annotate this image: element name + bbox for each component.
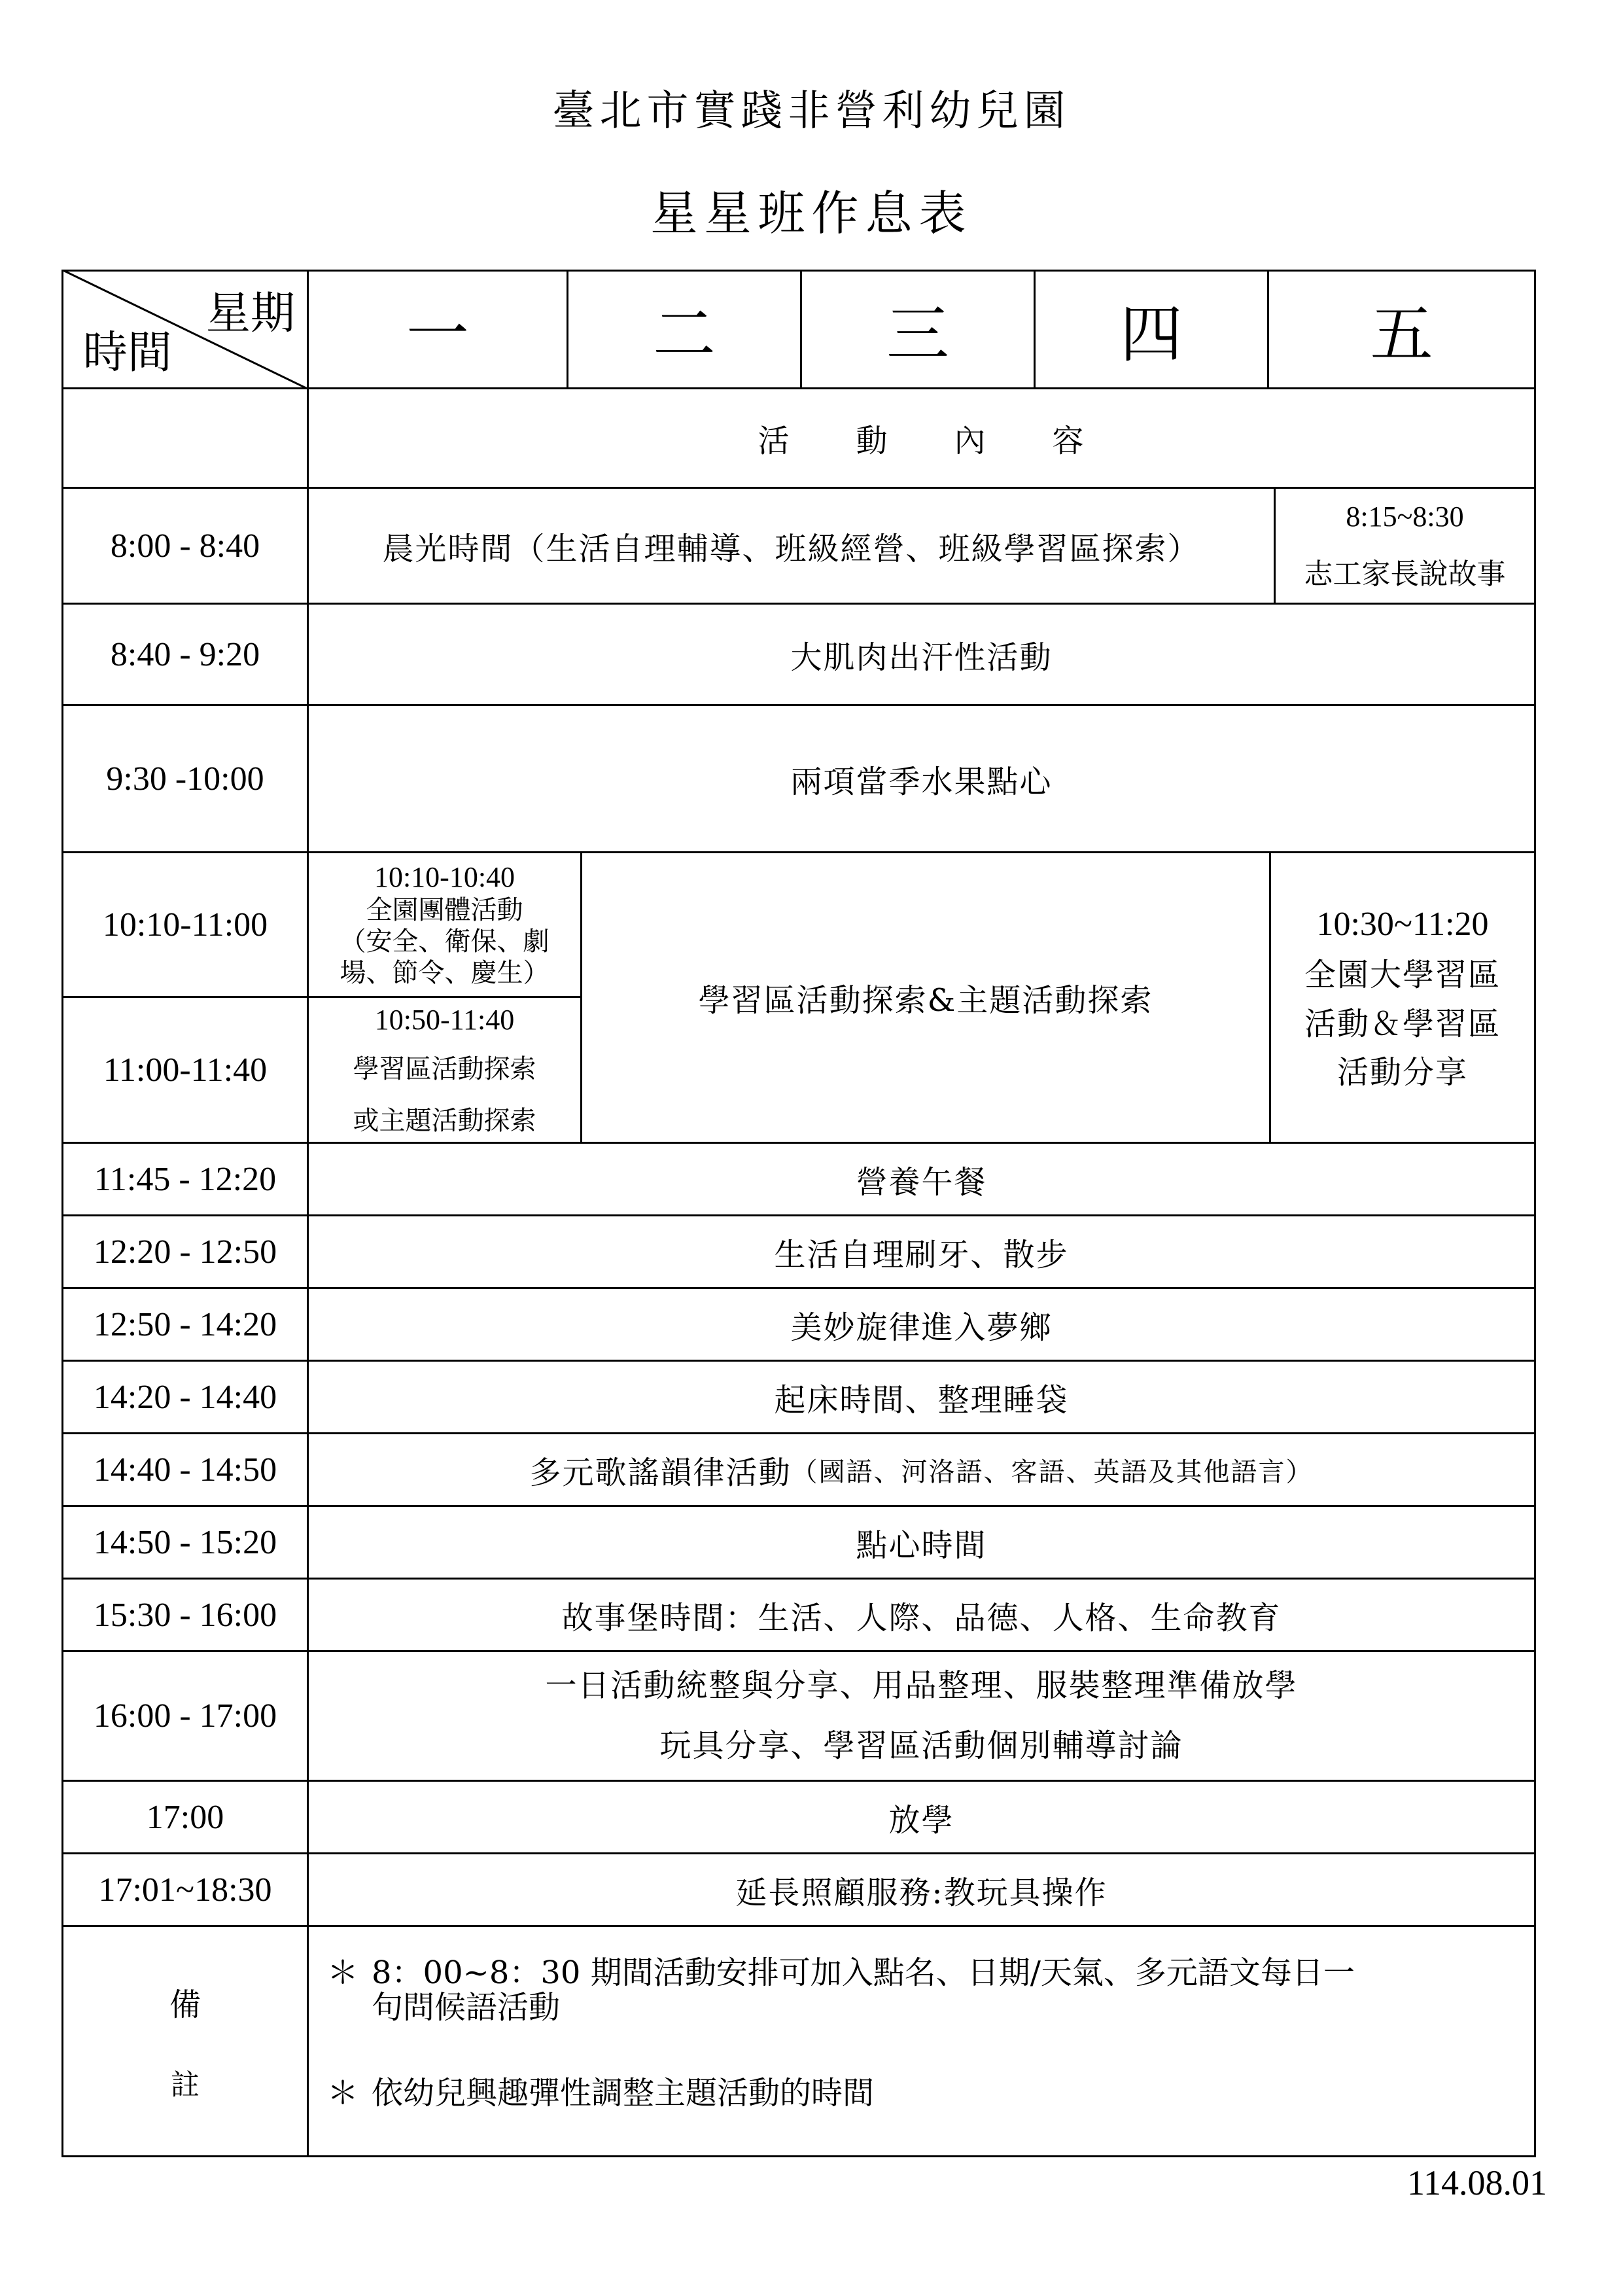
learning-theme-activity-cell: 學習區活動探索&主題活動探索 [580, 851, 1271, 1144]
activity-cell: 生活自理刷牙、散步 [307, 1214, 1536, 1289]
activity-line: 一日活動統整與分享、用品整理、服裝整理準備放學 [545, 1667, 1298, 1704]
day-monday: 一 [307, 270, 568, 389]
group-activity-line: 全園團體活動 [366, 895, 523, 926]
remark-item [327, 1956, 1518, 2025]
time-cell: 14:20 - 14:40 [61, 1360, 309, 1434]
learning-area-line: 或主題活動探索 [353, 1105, 536, 1136]
schedule-title: 星星班作息表 [650, 186, 973, 241]
bullet: ＊ [327, 1954, 359, 1991]
remark-text: 依幼兒興趣彈性調整主題活動的時間 [372, 2075, 875, 2111]
activity-cell: 放學 [307, 1780, 1536, 1854]
corner-weekday-label: 星期 [205, 288, 295, 340]
friday-learning-area-cell [1269, 851, 1536, 1144]
bullet: ＊ [327, 2075, 359, 2111]
day-friday: 五 [1267, 270, 1536, 389]
learning-area-time: 10:50-11:40 [374, 1003, 515, 1036]
day-thursday: 四 [1034, 270, 1269, 389]
friday-learning-line: 活動分享 [1336, 1053, 1468, 1091]
remark-text: 8：00~8：30 期間活動安排可加入點名、日期/天氣、多元語文每日一 [372, 1954, 1355, 1991]
activity-cell: 延長照顧服務:教玩具操作 [307, 1852, 1536, 1927]
time-cell: 15:30 - 16:00 [61, 1578, 309, 1652]
remark-item [327, 2068, 874, 2113]
time-cell: 14:40 - 14:50 [61, 1432, 309, 1507]
remarks-label: 註 [171, 2068, 200, 2102]
activity-cell [307, 1650, 1536, 1782]
activity-line: 玩具分享、學習區活動個別輔導討論 [659, 1727, 1183, 1764]
header-corner-cell [61, 270, 309, 389]
time-cell: 11:00-11:40 [61, 996, 309, 1144]
time-cell: 11:45 - 12:20 [61, 1142, 309, 1216]
day-tuesday: 二 [567, 270, 802, 389]
revision-date: 114.08.01 [1407, 2163, 1547, 2202]
friday-learning-line: 全園大學習區 [1304, 957, 1501, 994]
group-activity-time: 10:10-10:40 [374, 860, 515, 893]
activity-cell: 美妙旋律進入夢鄉 [307, 1287, 1536, 1362]
monday-group-activity-cell [307, 851, 582, 998]
time-cell: 17:01~18:30 [61, 1852, 309, 1927]
day-wednesday: 三 [800, 270, 1036, 389]
activity-cell: 兩項當季水果點心 [307, 704, 1536, 853]
remark-text-continued: 句問候語活動 [372, 1988, 561, 2026]
remarks-content-cell [307, 1925, 1536, 2157]
activity-cell: 營養午餐 [307, 1142, 1536, 1216]
language-note: （國語、河洛語、客語、英語及其他語言） [791, 1457, 1314, 1487]
activity-cell: 晨光時間（生活自理輔導、班級經營、班級學習區探索） [307, 487, 1276, 605]
activity-cell: 點心時間 [307, 1505, 1536, 1580]
activity-text: 多元歌謠韻律活動 [529, 1454, 792, 1491]
activity-cell: 大肌肉出汗性活動 [307, 603, 1536, 706]
time-cell: 16:00 - 17:00 [61, 1650, 309, 1782]
friday-learning-line: 活動＆學習區 [1304, 1005, 1501, 1042]
time-cell: 12:20 - 12:50 [61, 1214, 309, 1289]
group-activity-line: 場、節令、慶生） [340, 958, 550, 989]
time-cell: 17:00 [61, 1780, 309, 1854]
activity-cell [307, 1432, 1536, 1507]
friday-learning-time: 10:30~11:20 [1316, 905, 1489, 943]
remarks-label: 備 [169, 1987, 201, 2023]
time-cell: 10:10-11:00 [61, 851, 309, 998]
learning-area-line: 學習區活動探索 [353, 1053, 536, 1084]
friday-story-cell [1274, 487, 1536, 605]
friday-story-activity: 志工家長說故事 [1304, 557, 1506, 591]
group-activity-line: （安全、衛保、劇 [340, 927, 550, 957]
time-cell: 8:00 - 8:40 [61, 487, 309, 605]
time-cell: 9:30 -10:00 [61, 704, 309, 853]
empty-time-cell [61, 387, 309, 489]
time-cell: 14:50 - 15:20 [61, 1505, 309, 1580]
remarks-label-cell [61, 1925, 309, 2157]
friday-story-time: 8:15~8:30 [1346, 500, 1464, 533]
activity-cell: 起床時間、整理睡袋 [307, 1360, 1536, 1434]
school-name: 臺北市實踐非營利幼兒園 [552, 87, 1071, 135]
time-cell: 8:40 - 9:20 [61, 603, 309, 706]
monday-learning-area-cell [307, 996, 582, 1144]
activity-cell: 故事堡時間：生活、人際、品德、人格、生命教育 [307, 1578, 1536, 1652]
time-cell: 12:50 - 14:20 [61, 1287, 309, 1362]
content-label: 活 動 內 容 [307, 387, 1536, 489]
corner-time-label: 時間 [83, 327, 173, 379]
